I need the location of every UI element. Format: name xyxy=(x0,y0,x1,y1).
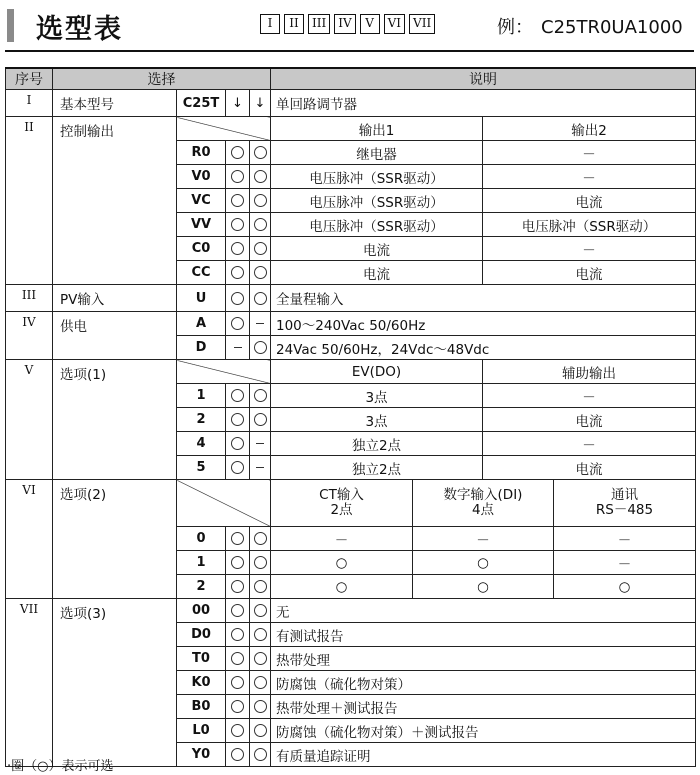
header-seq: 序号 xyxy=(6,68,53,90)
option-code: B0 xyxy=(177,695,226,719)
circle-icon xyxy=(226,213,250,237)
circle-icon xyxy=(226,599,250,623)
cell-value: ○ xyxy=(413,575,554,599)
row-name: 选项(2) xyxy=(53,480,177,599)
cell-value: 电流 xyxy=(271,237,483,261)
circle-icon xyxy=(226,456,250,480)
table-row xyxy=(6,312,696,336)
row-description: 无 xyxy=(271,599,696,623)
page-title: 选型表 xyxy=(36,14,123,45)
cell-value: 独立2点 xyxy=(271,432,483,456)
cell-value: 电流 xyxy=(483,261,696,285)
circle-icon xyxy=(226,165,250,189)
option-code: 5 xyxy=(177,456,226,480)
row-number: IV xyxy=(6,312,53,360)
header-divider xyxy=(5,50,694,52)
option-code: K0 xyxy=(177,671,226,695)
circle-icon xyxy=(250,189,271,213)
circle-icon xyxy=(226,384,250,408)
circle-icon xyxy=(226,527,250,551)
column-head-line: 4点 xyxy=(471,502,495,518)
dash-icon xyxy=(250,312,271,336)
circle-icon xyxy=(250,647,271,671)
cell-value: 电流 xyxy=(483,408,696,432)
row-number: V xyxy=(6,360,53,480)
table-row xyxy=(6,599,696,623)
column-head-line: CT输入 xyxy=(319,487,364,503)
circle-icon xyxy=(226,189,250,213)
row-description: 防腐蚀（硫化物对策）＋测试报告 xyxy=(271,719,696,743)
option-code: L0 xyxy=(177,719,226,743)
circle-icon xyxy=(250,384,271,408)
circle-icon xyxy=(226,237,250,261)
circle-icon xyxy=(226,671,250,695)
column-head-line: 数字输入(DI) xyxy=(443,487,523,503)
option-code: 2 xyxy=(177,575,226,599)
cell-value: ○ xyxy=(271,551,413,575)
circle-icon xyxy=(250,599,271,623)
row-description: 单回路调节器 xyxy=(271,90,696,117)
section-code: I xyxy=(260,14,280,34)
column-head xyxy=(271,480,413,527)
cell-value: － xyxy=(271,527,413,551)
circle-icon xyxy=(226,551,250,575)
option-code: A xyxy=(177,312,226,336)
page-header xyxy=(0,0,700,60)
option-code: 2 xyxy=(177,408,226,432)
cell-value: 继电器 xyxy=(271,141,483,165)
header-desc: 说明 xyxy=(271,68,696,90)
table-row xyxy=(6,117,696,141)
example-label: 例： xyxy=(497,17,533,38)
option-code: 1 xyxy=(177,384,226,408)
row-name: PV输入 xyxy=(53,285,177,312)
cell-value: － xyxy=(483,165,696,189)
circle-icon xyxy=(250,743,271,767)
row-description: 热带处理 xyxy=(271,647,696,671)
section-code: III xyxy=(308,14,330,34)
option-code: CC xyxy=(177,261,226,285)
column-head-line: 2点 xyxy=(330,502,353,518)
selection-table xyxy=(5,67,696,767)
section-code: V xyxy=(360,14,380,34)
row-description: 全量程输入 xyxy=(271,285,696,312)
circle-icon xyxy=(226,743,250,767)
circle-icon xyxy=(250,237,271,261)
section-code: IV xyxy=(334,14,355,34)
option-code: VC xyxy=(177,189,226,213)
diagonal-cell xyxy=(177,480,271,527)
row-description: 有质量追踪证明 xyxy=(271,743,696,767)
circle-icon xyxy=(226,141,250,165)
circle-icon xyxy=(250,527,271,551)
cell-value: ○ xyxy=(271,575,413,599)
row-name: 选项(3) xyxy=(53,599,177,767)
cell-value: － xyxy=(413,527,554,551)
row-number: III xyxy=(6,285,53,312)
option-code: D0 xyxy=(177,623,226,647)
circle-icon xyxy=(250,671,271,695)
dash-icon xyxy=(250,456,271,480)
option-code: 1 xyxy=(177,551,226,575)
table-row xyxy=(6,285,696,312)
example-model xyxy=(497,13,683,39)
column-head-line: RS－485 xyxy=(595,502,654,518)
circle-icon xyxy=(250,575,271,599)
cell-value: － xyxy=(554,551,696,575)
column-head: 辅助输出 xyxy=(483,360,696,384)
option-code: VV xyxy=(177,213,226,237)
cell-value: 电压脉冲（SSR驱动） xyxy=(483,213,696,237)
option-code: Y0 xyxy=(177,743,226,767)
circle-icon xyxy=(226,285,250,312)
column-head-line: 通讯 xyxy=(611,487,638,503)
column-head xyxy=(554,480,696,527)
option-code: U xyxy=(177,285,226,312)
title-accent-bar xyxy=(7,9,14,42)
header-select: 选择 xyxy=(53,68,271,90)
footnote: ·圈（○）表示可选 xyxy=(7,759,114,774)
column-head: 输出1 xyxy=(271,117,483,141)
column-head xyxy=(413,480,554,527)
circle-icon xyxy=(226,623,250,647)
option-code: 4 xyxy=(177,432,226,456)
arrow-down-icon: ↓ xyxy=(226,90,250,117)
row-name: 供电 xyxy=(53,312,177,360)
option-code: C0 xyxy=(177,237,226,261)
row-description: 24Vac 50/60Hz，24Vdc～48Vdc xyxy=(271,336,696,360)
circle-icon xyxy=(250,261,271,285)
cell-value: 电流 xyxy=(271,261,483,285)
cell-value: － xyxy=(554,527,696,551)
row-number: VII xyxy=(6,599,53,767)
circle-icon xyxy=(250,551,271,575)
table-row xyxy=(6,90,696,117)
row-name: 选项(1) xyxy=(53,360,177,480)
cell-value: ○ xyxy=(554,575,696,599)
cell-value: 电流 xyxy=(483,189,696,213)
cell-value: 3点 xyxy=(271,384,483,408)
row-number: I xyxy=(6,90,53,117)
cell-value: ○ xyxy=(413,551,554,575)
option-code: D xyxy=(177,336,226,360)
example-value: C25TR0UA1000 xyxy=(541,17,683,38)
circle-icon xyxy=(226,575,250,599)
circle-icon xyxy=(226,695,250,719)
option-code: T0 xyxy=(177,647,226,671)
cell-value: － xyxy=(483,432,696,456)
arrow-down-icon: ↓ xyxy=(250,90,271,117)
circle-icon xyxy=(250,408,271,432)
cell-value: 电流 xyxy=(483,456,696,480)
column-head: 输出2 xyxy=(483,117,696,141)
circle-icon xyxy=(250,141,271,165)
row-number: II xyxy=(6,117,53,285)
row-description: 有测试报告 xyxy=(271,623,696,647)
dash-icon xyxy=(226,336,250,360)
table-header-row xyxy=(6,68,696,90)
circle-icon xyxy=(250,623,271,647)
circle-icon xyxy=(250,165,271,189)
row-description: 热带处理＋测试报告 xyxy=(271,695,696,719)
circle-icon xyxy=(226,432,250,456)
option-code: 0 xyxy=(177,527,226,551)
section-code-list xyxy=(260,14,435,34)
cell-value: 独立2点 xyxy=(271,456,483,480)
circle-icon xyxy=(226,647,250,671)
circle-icon xyxy=(226,408,250,432)
circle-icon xyxy=(250,213,271,237)
option-code: R0 xyxy=(177,141,226,165)
circle-icon xyxy=(226,312,250,336)
section-code: VI xyxy=(384,14,405,34)
row-name: 基本型号 xyxy=(53,90,177,117)
cell-value: － xyxy=(483,141,696,165)
row-name: 控制输出 xyxy=(53,117,177,285)
table-row xyxy=(6,480,696,527)
row-description: 100～240Vac 50/60Hz xyxy=(271,312,696,336)
cell-value: 电压脉冲（SSR驱动） xyxy=(271,165,483,189)
row-description: 防腐蚀（硫化物对策） xyxy=(271,671,696,695)
cell-value: 电压脉冲（SSR驱动） xyxy=(271,213,483,237)
cell-value: 电压脉冲（SSR驱动） xyxy=(271,189,483,213)
diagonal-cell xyxy=(177,360,271,384)
circle-icon xyxy=(250,695,271,719)
circle-icon xyxy=(250,285,271,312)
section-code: II xyxy=(284,14,304,34)
row-number: VI xyxy=(6,480,53,599)
option-code: 00 xyxy=(177,599,226,623)
circle-icon xyxy=(226,261,250,285)
column-head: EV(DO) xyxy=(271,360,483,384)
option-code: V0 xyxy=(177,165,226,189)
cell-value: － xyxy=(483,384,696,408)
diagonal-cell xyxy=(177,117,271,141)
table-row xyxy=(6,360,696,384)
dash-icon xyxy=(250,432,271,456)
section-code: VII xyxy=(409,14,435,34)
cell-value: 3点 xyxy=(271,408,483,432)
model-code: C25T xyxy=(177,90,226,117)
circle-icon xyxy=(226,719,250,743)
cell-value: － xyxy=(483,237,696,261)
circle-icon xyxy=(250,336,271,360)
circle-icon xyxy=(250,719,271,743)
